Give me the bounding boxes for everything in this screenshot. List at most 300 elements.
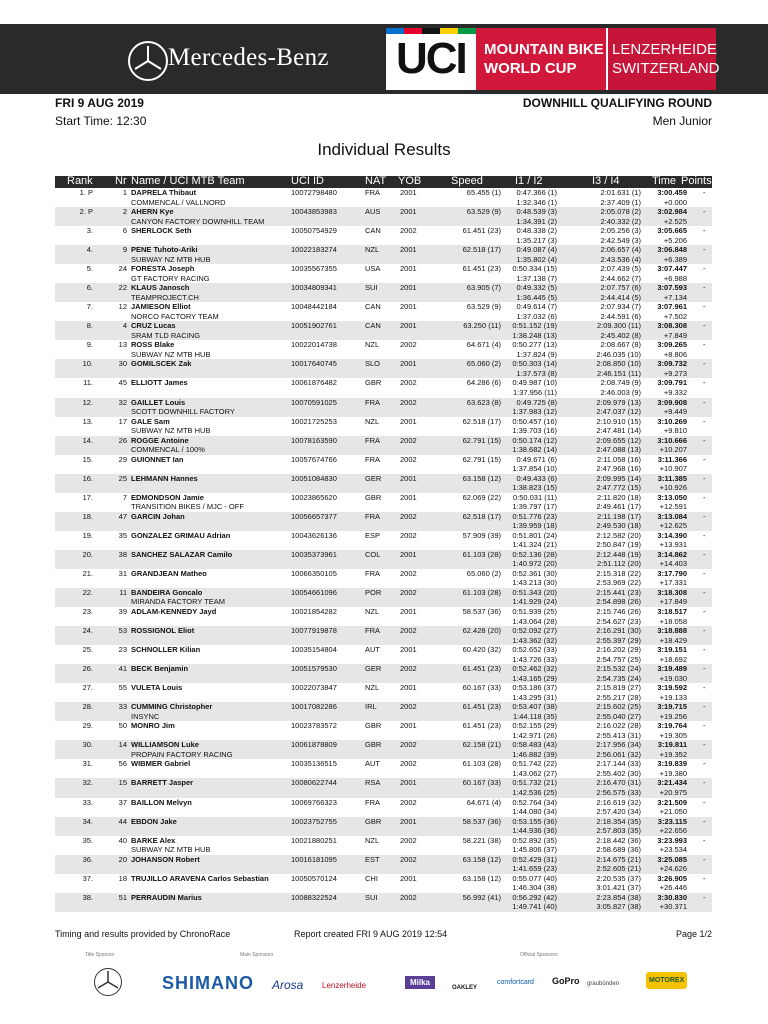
nationality: RSA [365, 778, 381, 788]
time-gap: +9.273 [663, 368, 687, 378]
col-speed: Speed [451, 175, 483, 187]
speed: 60.167 (33) [462, 683, 501, 693]
points: - [703, 188, 706, 197]
split-i1: 0:52.652 (33) [512, 645, 557, 655]
split-i1: 0:48.338 (2) [516, 226, 557, 236]
uci-id: 10056657377 [291, 511, 337, 521]
nationality: AUS [365, 207, 381, 217]
year-of-birth: 2001 [400, 245, 417, 255]
split-i3: 2:16.291 (30) [596, 626, 641, 636]
split-i3: 2:17.144 (33) [596, 759, 641, 769]
nationality: NZL [365, 683, 380, 693]
speed: 61.451 (23) [462, 721, 501, 731]
sponsor-gopro: GoPro [552, 976, 580, 986]
year-of-birth: 2002 [400, 454, 417, 464]
split-i3: 2:07.934 (7) [600, 302, 641, 312]
finish-time: 3:19.839 [657, 759, 687, 769]
finish-time: 3:23.115 [657, 816, 687, 826]
nationality: FRA [365, 626, 380, 636]
split-i2: 1:43.295 (31) [512, 692, 557, 702]
main-sponsors-label: Main Sponsors [240, 952, 274, 958]
nationality: USA [365, 264, 381, 274]
nationality: GER [365, 664, 382, 674]
split-i4: 2:43.536 (4) [600, 254, 641, 264]
bib-number: 11 [119, 587, 127, 597]
table-row [55, 359, 712, 378]
rank-cell: 20. [82, 549, 93, 559]
table-row [55, 702, 712, 721]
split-i3: 2:14.675 (21) [596, 854, 641, 864]
uci-id: 10022073847 [291, 683, 337, 693]
split-i1: 0:52.462 (32) [512, 664, 557, 674]
time-gap: +12.591 [659, 502, 687, 512]
uci-id: 10022014738 [291, 340, 337, 350]
time-gap: +26.446 [659, 883, 687, 893]
table-row [55, 664, 712, 683]
split-i3: 2:10.910 (15) [596, 416, 641, 426]
team-name: TEAMPROJECT.CH [131, 292, 199, 302]
points: - [703, 530, 706, 540]
year-of-birth: 2001 [400, 645, 417, 655]
split-i1: 0:51.152 (19) [512, 321, 557, 331]
col-i1i2: I1 / I2 [515, 175, 543, 187]
split-i1: 0:49.987 (10) [512, 378, 557, 388]
split-i2: 1:37.854 (10) [512, 464, 557, 474]
year-of-birth: 2001 [400, 283, 417, 293]
uci-id: 10057674766 [291, 454, 337, 464]
venue-title [612, 40, 720, 78]
finish-time: 3:19.764 [657, 721, 687, 731]
bib-number: 13 [118, 340, 127, 350]
finish-time: 3:19.811 [657, 740, 687, 750]
finish-time: 3:18.517 [657, 607, 687, 617]
year-of-birth: 2002 [400, 397, 417, 407]
finish-time: 3:23.993 [657, 835, 687, 845]
table-row [55, 226, 712, 245]
speed: 65.060 (2) [466, 359, 501, 369]
time-gap: +0.000 [663, 197, 687, 207]
rider-name: FORESTA Joseph [131, 264, 195, 274]
table-row [55, 302, 712, 321]
split-i1: 0:50.457 (16) [512, 416, 557, 426]
team-name: COMMENCAL / 100% [131, 445, 205, 455]
sponsor-comfortcard: comfortcard [497, 979, 534, 986]
rider-name: ROGGE Antoine [131, 435, 189, 445]
split-i4: 2:47.772 (15) [596, 483, 641, 493]
nationality: GBR [365, 816, 382, 826]
split-i3: 2:09.979 (13) [596, 397, 641, 407]
bib-number: 55 [118, 683, 127, 693]
report-created: Report created FRI 9 AUG 2019 12:54 [294, 929, 448, 939]
points: - [703, 835, 706, 845]
rank-cell: 8. [86, 321, 93, 331]
start-time: Start Time: 12:30 [55, 114, 147, 128]
speed: 58.537 (36) [462, 607, 501, 617]
sponsor-brand: Mercedes-Benz [168, 44, 329, 71]
split-i1: 0:49.087 (4) [516, 245, 557, 255]
split-i3: 2:06.657 (4) [600, 245, 641, 255]
time-gap: +19.352 [659, 749, 687, 759]
split-i4: 2:55.397 (29) [596, 635, 641, 645]
bib-number: 12 [118, 302, 127, 312]
speed: 63.529 (9) [466, 302, 501, 312]
time-gap: +9.810 [663, 426, 687, 436]
points: - [703, 416, 706, 426]
bib-number: 25 [118, 473, 127, 483]
bib-number: 31 [118, 568, 127, 578]
uci-id: 10016181095 [291, 854, 337, 864]
bib-number: 7 [122, 492, 127, 502]
time-gap: +8.806 [663, 349, 687, 359]
rank-cell: 6. [86, 283, 93, 293]
speed: 62.518 (17) [462, 511, 501, 521]
uci-id: 10023752755 [291, 816, 337, 826]
split-i1: 0:49.433 (6) [516, 473, 557, 483]
split-i2: 1:38.682 (14) [512, 445, 557, 455]
split-i4: 2:47.037 (12) [596, 407, 641, 417]
split-i3: 2:11.820 (18) [596, 492, 641, 502]
split-i4: 2:56.061 (32) [596, 749, 641, 759]
team-name: TRANSITION BIKES / MJC - OFF [131, 502, 244, 512]
speed: 58.537 (36) [462, 816, 501, 826]
uci-id: 10072798480 [291, 188, 337, 197]
nationality: EST [365, 854, 380, 864]
col-i3i4: I3 / I4 [592, 175, 620, 187]
nationality: AUT [365, 645, 380, 655]
bib-number: 30 [118, 359, 127, 369]
finish-time: 3:09.265 [657, 340, 687, 350]
split-i2: 1:37.573 (8) [516, 368, 557, 378]
nationality: COL [365, 549, 381, 559]
year-of-birth: 2002 [400, 626, 417, 636]
split-i2: 1:43.726 (33) [512, 654, 557, 664]
finish-time: 3:00.459 [657, 188, 687, 197]
uci-logo: UCI [396, 34, 466, 83]
finish-time: 3:07.961 [657, 302, 687, 312]
bib-number: 22 [118, 283, 127, 293]
bib-number: 53 [118, 626, 127, 636]
split-i4: 2:54.627 (23) [596, 616, 641, 626]
year-of-birth: 2001 [400, 683, 417, 693]
points: - [703, 587, 706, 597]
split-i1: 0:51.939 (25) [512, 607, 557, 617]
time-gap: +6.988 [663, 273, 687, 283]
team-name: INSYNC [131, 711, 160, 721]
split-i3: 2:12.448 (19) [596, 549, 641, 559]
split-i3: 2:08.749 (9) [600, 378, 641, 388]
split-i2: 1:43.362 (32) [512, 635, 557, 645]
time-gap: +22.656 [659, 826, 687, 836]
time-gap: +17.849 [659, 597, 687, 607]
rank-cell: 14. [82, 435, 93, 445]
split-i3: 2:16.470 (31) [596, 778, 641, 788]
split-i4: 2:54.735 (24) [596, 673, 641, 683]
split-i2: 1:43.213 (30) [512, 578, 557, 588]
split-i3: 2:05.256 (3) [600, 226, 641, 236]
uci-id: 10035373961 [291, 549, 337, 559]
table-row [55, 778, 712, 797]
rider-name: WILLIAMSON Luke [131, 740, 199, 750]
split-i1: 0:48.539 (3) [516, 207, 557, 217]
time-gap: +9.449 [663, 407, 687, 417]
split-i4: 2:49.461 (17) [596, 502, 641, 512]
split-i1: 0:53.186 (37) [512, 683, 557, 693]
uci-id: 10088322524 [291, 892, 337, 902]
split-i3: 2:05.078 (2) [600, 207, 641, 217]
series-title [484, 40, 604, 78]
nationality: NZL [365, 340, 380, 350]
sponsor-arosa: Arosa [272, 978, 304, 992]
uci-id: 10043626136 [291, 530, 337, 540]
rank-cell: 10. [82, 359, 93, 369]
rider-name: BAILLON Melvyn [131, 797, 192, 807]
uci-id: 10066350105 [291, 568, 337, 578]
table-row [55, 188, 712, 207]
speed: 61.103 (28) [462, 587, 501, 597]
points: - [703, 264, 706, 274]
time-gap: +10.207 [659, 445, 687, 455]
bib-number: 6 [122, 226, 127, 236]
points: - [703, 568, 706, 578]
time-gap: +13.931 [659, 540, 687, 550]
split-i3: 2:07.757 (6) [600, 283, 641, 293]
split-i2: 1:32.346 (1) [516, 197, 557, 207]
page-number: Page 1/2 [675, 929, 712, 939]
nationality: FRA [365, 397, 380, 407]
table-row [55, 264, 712, 283]
split-i1: 0:56.292 (42) [512, 892, 557, 902]
table-row [55, 569, 712, 588]
rank-cell: 31. [82, 759, 93, 769]
team-name: SUBWAY NZ MTB HUB [131, 349, 211, 359]
time-gap: +7.849 [663, 330, 687, 340]
split-i3: 2:15.532 (24) [596, 664, 641, 674]
sponsor-shimano: SHIMANO [162, 973, 254, 993]
speed: 63.158 (12) [462, 473, 501, 483]
time-gap: +20.975 [659, 787, 687, 797]
bib-number: 23 [118, 645, 127, 655]
team-name: MIRANDA FACTORY TEAM [131, 597, 226, 607]
split-i2: 1:41.659 (23) [512, 864, 557, 874]
split-i1: 0:50.303 (14) [512, 359, 557, 369]
split-i2: 1:36.445 (5) [516, 292, 557, 302]
points: - [703, 778, 706, 788]
split-i4: 2:54.757 (25) [596, 654, 641, 664]
table-row [55, 740, 712, 759]
points: - [703, 626, 706, 636]
rider-name: VULETA Louis [131, 683, 183, 693]
year-of-birth: 2001 [400, 473, 417, 483]
rider-name: ROSS Blake [131, 340, 175, 350]
table-row [55, 378, 712, 397]
rank-cell: 17. [82, 492, 93, 502]
speed: 63.905 (7) [466, 283, 501, 293]
time-gap: +18.692 [659, 654, 687, 664]
points: - [703, 473, 706, 483]
nationality: SUI [365, 892, 378, 902]
speed: 65.060 (2) [466, 568, 501, 578]
venue-line1: LENZERHEIDE [612, 41, 718, 58]
team-name: CANYON FACTORY DOWNHILL TEAM [131, 216, 265, 226]
rank-cell: 15. [82, 454, 93, 464]
speed: 64.671 (4) [466, 797, 501, 807]
split-i4: 2:56.575 (33) [596, 787, 641, 797]
sponsor-lenzerheide: Lenzerheide [322, 981, 367, 990]
speed: 63.250 (11) [463, 321, 501, 331]
split-i4: 2:42.549 (3) [600, 235, 641, 245]
finish-time: 3:09.791 [657, 378, 687, 388]
rider-name: BECK Benjamin [131, 664, 189, 674]
rider-name: CUMMING Christopher [131, 702, 213, 712]
points: - [703, 721, 706, 731]
finish-time: 3:18.888 [657, 626, 687, 636]
uci-id: 10017082286 [291, 702, 337, 712]
split-i1: 0:52.892 (35) [512, 835, 557, 845]
category: Men Junior [652, 114, 712, 128]
points: - [703, 359, 706, 369]
nationality: GBR [365, 492, 382, 502]
split-i3: 2:11.198 (17) [596, 511, 641, 521]
split-i2: 1:43.165 (29) [512, 673, 557, 683]
split-i4: 2:47.481 (14) [596, 426, 641, 436]
split-i1: 0:51.732 (21) [512, 778, 557, 788]
rider-name: DAPRELA Thibaut [131, 188, 197, 197]
speed: 56.992 (41) [462, 892, 501, 902]
split-i4: 2:46.151 (11) [596, 368, 641, 378]
speed: 61.103 (28) [462, 549, 501, 559]
year-of-birth: 2002 [400, 511, 417, 521]
uci-id: 10023865620 [291, 492, 337, 502]
rank-cell: 9. [86, 340, 93, 350]
split-i1: 0:52.155 (29) [512, 721, 557, 731]
nationality: FRA [365, 435, 380, 445]
table-row [55, 855, 712, 874]
time-gap: +19.256 [659, 711, 687, 721]
speed: 62.158 (21) [462, 740, 501, 750]
year-of-birth: 2002 [400, 740, 417, 750]
bib-number: 14 [118, 740, 127, 750]
split-i2: 1:49.741 (40) [512, 902, 557, 912]
split-i1: 0:53.155 (36) [512, 816, 557, 826]
split-i1: 0:47.366 (1) [516, 188, 557, 197]
time-gap: +14.403 [659, 559, 687, 569]
rider-name: SHERLOCK Seth [131, 226, 192, 236]
table-row [55, 417, 712, 436]
points: - [703, 454, 706, 464]
bib-number: 26 [118, 435, 127, 445]
year-of-birth: 2001 [400, 873, 417, 883]
finish-time: 3:06.848 [657, 245, 687, 255]
year-of-birth: 2002 [400, 435, 417, 445]
team-name: SUBWAY NZ MTB HUB [131, 426, 211, 436]
mercedes-star-icon [128, 41, 168, 81]
bib-number: 24 [118, 264, 127, 274]
points: - [703, 435, 706, 445]
split-i2: 1:44.118 (35) [512, 711, 557, 721]
points: - [703, 854, 706, 864]
uci-id: 10077919878 [291, 626, 337, 636]
split-i4: 2:44.662 (7) [600, 273, 641, 283]
split-i4: 3:05.827 (38) [596, 902, 641, 912]
time-gap: +19.380 [659, 768, 687, 778]
year-of-birth: 2001 [400, 721, 417, 731]
split-i3: 2:15.441 (23) [596, 587, 641, 597]
year-of-birth: 2001 [400, 359, 417, 369]
split-i2: 1:39.959 (18) [512, 521, 557, 531]
time-gap: +23.534 [659, 845, 687, 855]
round-name: DOWNHILL QUALIFYING ROUND [522, 96, 712, 110]
results-table [55, 188, 712, 912]
table-row [55, 550, 712, 569]
year-of-birth: 2002 [400, 378, 417, 388]
year-of-birth: 2001 [400, 492, 417, 502]
rank-cell: 34. [82, 816, 93, 826]
speed: 60.420 (32) [462, 645, 501, 655]
uci-id: 10035567355 [291, 264, 337, 274]
rank-cell: 22. [82, 587, 93, 597]
nationality: POR [365, 587, 382, 597]
table-header [55, 176, 712, 188]
year-of-birth: 2001 [400, 778, 417, 788]
nationality: FRA [365, 454, 380, 464]
table-row [55, 836, 712, 855]
finish-time: 3:14.862 [657, 549, 687, 559]
nationality: ESP [365, 530, 381, 540]
finish-time: 3:10.666 [657, 435, 687, 445]
speed: 62.791 (15) [462, 454, 501, 464]
bib-number: 41 [118, 664, 127, 674]
points: - [703, 283, 706, 293]
speed: 63.623 (8) [466, 397, 501, 407]
bib-number: 33 [118, 702, 127, 712]
split-i2: 1:42.536 (25) [512, 787, 557, 797]
table-row [55, 531, 712, 550]
uci-id: 10017640745 [291, 359, 337, 369]
time-gap: +5.206 [663, 235, 687, 245]
split-i4: 2:53.969 (22) [596, 578, 641, 588]
uci-id: 10034809341 [291, 283, 337, 293]
rank-cell: 12. [82, 397, 93, 407]
time-gap: +24.626 [659, 864, 687, 874]
sponsor-graubuenden: graubünden [587, 981, 620, 987]
split-i4: 2:40.332 (2) [600, 216, 641, 226]
table-row [55, 512, 712, 531]
rider-name: EBDON Jake [131, 816, 177, 826]
points: - [703, 759, 706, 769]
rider-name: GOMILSCEK Zak [131, 359, 192, 369]
points: - [703, 816, 706, 826]
split-i2: 1:39.703 (16) [512, 426, 557, 436]
col-uci-id: UCI ID [291, 175, 324, 187]
nationality: FRA [365, 511, 380, 521]
split-i3: 2:16.022 (28) [596, 721, 641, 731]
points: - [703, 607, 706, 617]
uci-id: 10061876482 [291, 378, 337, 388]
rank-cell: 25. [82, 645, 93, 655]
rank-cell: 24. [82, 626, 93, 636]
timing-credit: Timing and results provided by ChronoRace [55, 929, 231, 939]
split-i4: 2:55.402 (30) [596, 768, 641, 778]
split-i1: 0:51.343 (20) [512, 587, 557, 597]
split-i3: 2:23.854 (38) [596, 892, 641, 902]
time-gap: +17.331 [659, 578, 687, 588]
split-i4: 2:44.414 (5) [600, 292, 641, 302]
points: - [703, 549, 706, 559]
uci-id: 10051579530 [291, 664, 337, 674]
points: - [703, 683, 706, 693]
split-i1: 0:51.801 (24) [512, 530, 557, 540]
rank-cell: 29. [82, 721, 93, 731]
